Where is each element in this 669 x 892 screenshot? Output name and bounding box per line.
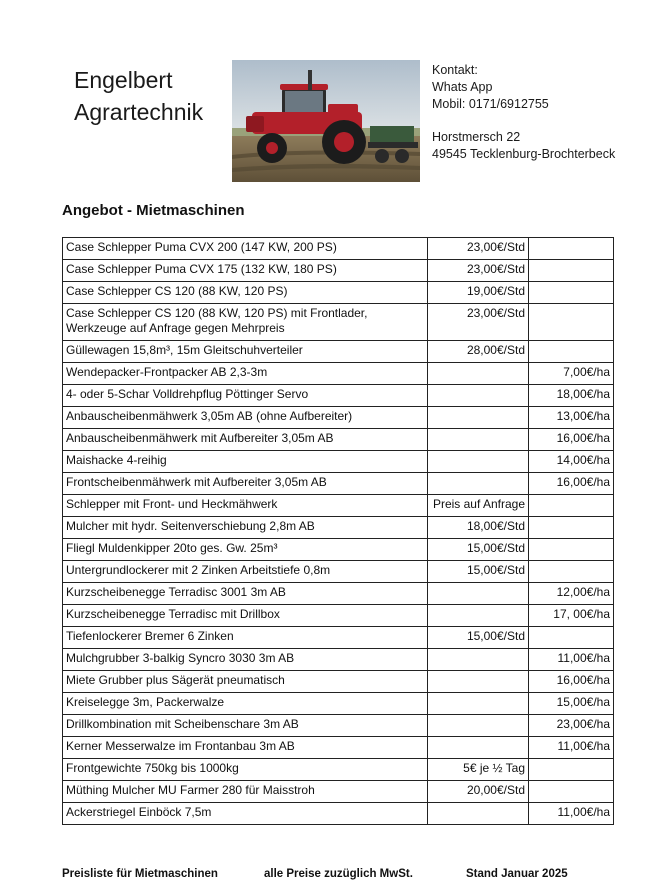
price-per-hour-cell: Preis auf Anfrage [428, 495, 529, 517]
machine-name: Anbauscheibenmähwerk 3,05m AB (ohne Aufbereiter) [66, 409, 353, 423]
table-row [63, 605, 614, 627]
price-per-hour-cell [428, 473, 529, 495]
price-per-hour-cell [428, 737, 529, 759]
price-per-hectare-cell [529, 627, 614, 649]
table-row [63, 561, 614, 583]
price-per-hour-cell: 18,00€/Std [428, 517, 529, 539]
machine-name-cell [63, 737, 428, 759]
table-row [63, 803, 614, 825]
machine-name: Güllewagen 15,8m³, 15m Gleitschuhverteiler [66, 343, 303, 357]
table-row [63, 517, 614, 539]
price-per-hectare-cell: 11,00€/ha [529, 649, 614, 671]
price-per-hour-cell: 28,00€/Std [428, 341, 529, 363]
machine-name-cell [63, 693, 428, 715]
machine-name: Case Schlepper CS 120 (88 KW, 120 PS) [66, 284, 288, 298]
table-row [63, 539, 614, 561]
machine-name-cell [63, 473, 428, 495]
contact-block [432, 62, 662, 163]
price-per-hectare-cell: 7,00€/ha [529, 363, 614, 385]
machine-name: Untergrundlockerer mit 2 Zinken Arbeitstiefe 0,8m [66, 563, 331, 577]
footer-right: Stand Januar 2025 [466, 868, 568, 880]
table-row [63, 260, 614, 282]
price-per-hectare-cell [529, 517, 614, 539]
machine-name: 4- oder 5-Schar Volldrehpflug Pöttinger Servo [66, 387, 309, 401]
price-per-hectare-cell [529, 781, 614, 803]
table-row [63, 385, 614, 407]
price-per-hour-cell [428, 803, 529, 825]
table-row [63, 495, 614, 517]
machine-name-cell [63, 759, 428, 781]
table-row [63, 429, 614, 451]
price-per-hectare-cell: 11,00€/ha [529, 737, 614, 759]
machine-name-cell [63, 517, 428, 539]
machine-name: Case Schlepper Puma CVX 175 (132 KW, 180 PS) [66, 262, 337, 276]
price-per-hectare-cell: 18,00€/ha [529, 385, 614, 407]
machine-name: Mulcher mit hydr. Seitenverschiebung 2,8m AB [66, 519, 315, 533]
table-row [63, 715, 614, 737]
table-row [63, 583, 614, 605]
price-per-hectare-cell [529, 341, 614, 363]
price-per-hour-cell [428, 671, 529, 693]
table-row [63, 304, 614, 341]
machine-name-cell [63, 363, 428, 385]
machine-name-cell [63, 561, 428, 583]
price-per-hour-cell: 20,00€/Std [428, 781, 529, 803]
price-per-hectare-cell: 13,00€/ha [529, 407, 614, 429]
price-per-hectare-cell: 17, 00€/ha [529, 605, 614, 627]
table-row [63, 759, 614, 781]
machine-name: Fliegl Muldenkipper 20to ges. Gw. 25m³ [66, 541, 278, 555]
machine-name: Frontscheibenmähwerk mit Aufbereiter 3,05m AB [66, 475, 327, 489]
machine-name-cell [63, 539, 428, 561]
machine-name-cell [63, 781, 428, 803]
company-name-line1: Engelbert [74, 67, 173, 93]
contact-city: 49545 Tecklenburg-Brochterbeck [432, 147, 616, 161]
machine-name-cell [63, 627, 428, 649]
contact-messenger: Whats App [432, 80, 493, 94]
machine-name-cell [63, 385, 428, 407]
contact-mobile: Mobil: 0171/6912755 [432, 97, 549, 111]
price-per-hectare-cell: 16,00€/ha [529, 671, 614, 693]
contact-street: Horstmersch 22 [432, 130, 521, 144]
machine-name: Mulchgrubber 3-balkig Syncro 3030 3m AB [66, 651, 295, 665]
machine-name: Ackerstriegel Einböck 7,5m [66, 805, 212, 819]
price-per-hectare-cell [529, 238, 614, 260]
price-per-hour-cell: 15,00€/Std [428, 627, 529, 649]
footer-middle: alle Preise zuzüglich MwSt. [264, 868, 413, 880]
contact-label: Kontakt: [432, 63, 478, 77]
price-per-hectare-cell: 16,00€/ha [529, 429, 614, 451]
machine-name: Miete Grubber plus Sägerät pneumatisch [66, 673, 285, 687]
machine-name-cell [63, 671, 428, 693]
machine-name-line2: Werkzeuge auf Anfrage gegen Mehrpreis [66, 321, 285, 335]
price-per-hectare-cell: 11,00€/ha [529, 803, 614, 825]
machine-name-cell [63, 583, 428, 605]
table-row [63, 693, 614, 715]
machine-name-cell [63, 649, 428, 671]
company-name [74, 64, 234, 128]
price-per-hectare-cell: 23,00€/ha [529, 715, 614, 737]
price-per-hour-cell: 23,00€/Std [428, 238, 529, 260]
machine-name: Kerner Messerwalze im Frontanbau 3m AB [66, 739, 295, 753]
price-per-hectare-cell: 14,00€/ha [529, 451, 614, 473]
price-per-hour-cell [428, 649, 529, 671]
machine-name: Kurzscheibenegge Terradisc mit Drillbox [66, 607, 280, 621]
table-row [63, 341, 614, 363]
price-per-hectare-cell [529, 304, 614, 341]
machine-name-cell [63, 407, 428, 429]
table-row [63, 363, 614, 385]
price-per-hour-cell [428, 407, 529, 429]
machine-name: Anbauscheibenmähwerk mit Aufbereiter 3,05m AB [66, 431, 334, 445]
price-per-hectare-cell [529, 260, 614, 282]
table-row [63, 737, 614, 759]
table-row [63, 649, 614, 671]
machine-name-cell [63, 451, 428, 473]
tractor-photo [232, 60, 420, 182]
price-per-hour-cell [428, 693, 529, 715]
table-row [63, 451, 614, 473]
machine-name-cell [63, 238, 428, 260]
price-per-hectare-cell [529, 539, 614, 561]
machine-name: Schlepper mit Front- und Heckmähwerk [66, 497, 278, 511]
price-per-hour-cell: 5€ je ½ Tag [428, 759, 529, 781]
price-per-hectare-cell: 15,00€/ha [529, 693, 614, 715]
company-name-line2: Agrartechnik [74, 99, 204, 125]
machine-name: Frontgewichte 750kg bis 1000kg [66, 761, 239, 775]
table-row [63, 473, 614, 495]
price-per-hour-cell: 19,00€/Std [428, 282, 529, 304]
price-per-hour-cell: 23,00€/Std [428, 304, 529, 341]
price-per-hour-cell [428, 583, 529, 605]
price-table [62, 237, 614, 825]
machine-name-cell [63, 803, 428, 825]
machine-name: Wendepacker-Frontpacker AB 2,3-3m [66, 365, 268, 379]
price-per-hour-cell [428, 385, 529, 407]
table-row [63, 282, 614, 304]
table-row [63, 781, 614, 803]
machine-name-cell [63, 495, 428, 517]
price-per-hectare-cell: 12,00€/ha [529, 583, 614, 605]
price-per-hour-cell [428, 715, 529, 737]
table-row [63, 407, 614, 429]
price-per-hectare-cell [529, 495, 614, 517]
machine-name: Kurzscheibenegge Terradisc 3001 3m AB [66, 585, 286, 599]
machine-name-cell [63, 715, 428, 737]
price-per-hectare-cell [529, 759, 614, 781]
table-row [63, 627, 614, 649]
machine-name: Kreiselegge 3m, Packerwalze [66, 695, 225, 709]
machine-name-cell [63, 282, 428, 304]
machine-name: Case Schlepper Puma CVX 200 (147 KW, 200 PS) [66, 240, 337, 254]
table-row [63, 671, 614, 693]
machine-name-cell [63, 341, 428, 363]
price-per-hectare-cell [529, 282, 614, 304]
machine-name-cell [63, 605, 428, 627]
price-per-hour-cell [428, 429, 529, 451]
machine-name: Case Schlepper CS 120 (88 KW, 120 PS) mit Frontlader, [66, 306, 368, 320]
machine-name: Müthing Mulcher MU Farmer 280 für Maisstroh [66, 783, 315, 797]
footer-left: Preisliste für Mietmaschinen [62, 868, 218, 880]
price-per-hectare-cell [529, 561, 614, 583]
machine-name-cell [63, 260, 428, 282]
price-per-hour-cell [428, 451, 529, 473]
price-per-hour-cell: 23,00€/Std [428, 260, 529, 282]
machine-name-cell [63, 304, 428, 341]
table-row [63, 238, 614, 260]
price-per-hour-cell [428, 605, 529, 627]
price-per-hectare-cell: 16,00€/ha [529, 473, 614, 495]
machine-name: Maishacke 4-reihig [66, 453, 167, 467]
machine-name-cell [63, 429, 428, 451]
price-per-hour-cell: 15,00€/Std [428, 539, 529, 561]
price-per-hour-cell [428, 363, 529, 385]
price-per-hour-cell: 15,00€/Std [428, 561, 529, 583]
machine-name: Drillkombination mit Scheibenschare 3m AB [66, 717, 299, 731]
page-title: Angebot - Mietmaschinen [62, 202, 245, 219]
machine-name: Tiefenlockerer Bremer 6 Zinken [66, 629, 234, 643]
